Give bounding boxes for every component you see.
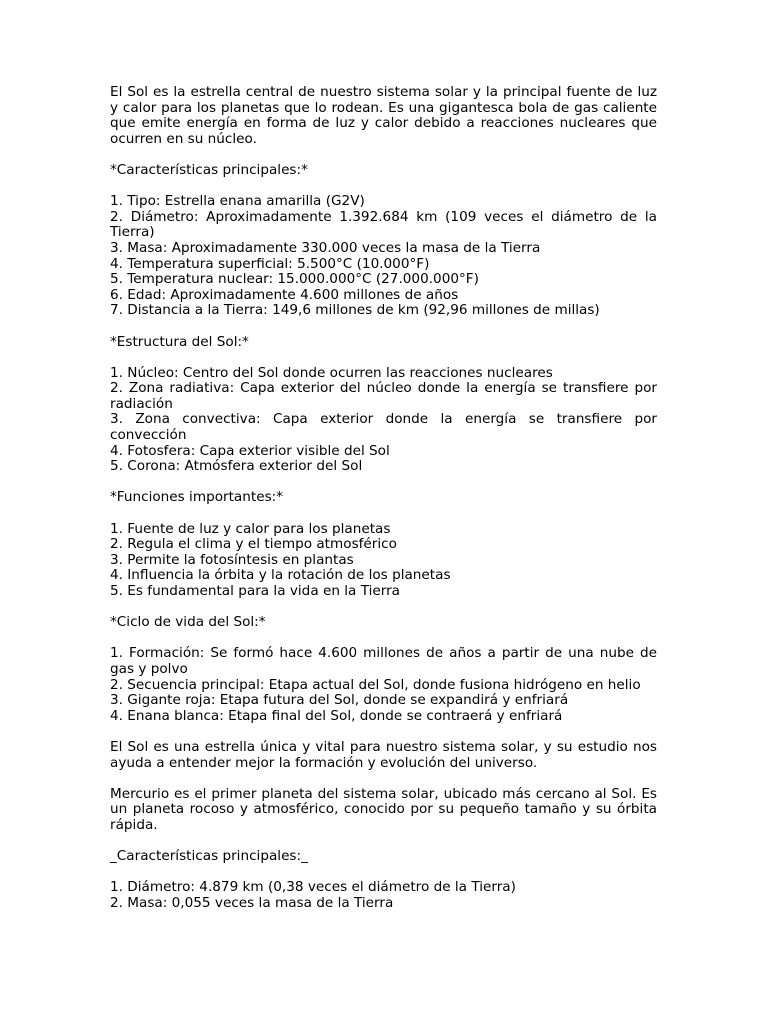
- list-item: 2. Secuencia principal: Etapa actual del Sol, donde fusiona hidrógeno en helio: [110, 676, 641, 693]
- conclusion-paragraph: El Sol es una estrella única y vital para nuestro sistema solar, y su estudio nos ayuda a entender mejor la formación y evolución del universo.: [110, 738, 657, 771]
- spacer: [110, 147, 657, 163]
- list-item: 3. Masa: Aproximadamente 330.000 veces la masa de la Tierra: [110, 239, 541, 256]
- section-heading-caracteristicas: *Características principales:*: [110, 161, 308, 178]
- list-item: 3. Permite la fotosíntesis en plantas: [110, 551, 354, 568]
- spacer: [110, 724, 657, 740]
- list-item: 4. Fotosfera: Capa exterior visible del Sol: [110, 442, 390, 459]
- mercurio-intro-paragraph: Mercurio es el primer planeta del sistema solar, ubicado más cercano al Sol. Es un planeta rocoso y atmosférico, conocido por su pequeño tamaño y su órbita rápida.: [110, 785, 657, 833]
- spacer: [110, 834, 657, 850]
- spacer: [110, 506, 657, 522]
- spacer: [110, 771, 657, 787]
- list-item: 1. Formación: Se formó hace 4.600 millones de años a partir de una nube de gas y polvo: [110, 645, 657, 677]
- list-item: 5. Corona: Atmósfera exterior del Sol: [110, 458, 363, 475]
- section-heading-estructura: *Estructura del Sol:*: [110, 333, 249, 350]
- list-item: 1. Núcleo: Centro del Sol donde ocurren las reacciones nucleares: [110, 364, 553, 381]
- section-heading-mercurio: _Características principales:_: [110, 848, 308, 865]
- intro-paragraph: El Sol es la estrella central de nuestro sistema solar y la principal fuente de luz y calor para los planetas que lo rodean. Es una gigantesca bola de gas caliente que emite energía en forma de luz y calor debido a reacciones nucleares que ocurren en su núcleo.: [110, 84, 657, 147]
- spacer: [110, 631, 657, 647]
- list-item: 1. Diámetro: 4.879 km (0,38 veces el diámetro de la Tierra): [110, 879, 516, 896]
- list-item: 5. Es fundamental para la vida en la Tierra: [110, 583, 400, 599]
- spacer: [110, 350, 657, 366]
- list-item: 4. Enana blanca: Etapa final del Sol, donde se contraerá y enfriará: [110, 707, 563, 724]
- spacer: [110, 600, 657, 616]
- list-item: 7. Distancia a la Tierra: 149,6 millones de km (92,96 millones de millas): [110, 302, 600, 319]
- document-page: [110, 85, 657, 911]
- spacer: [110, 865, 657, 881]
- list-item: 2. Masa: 0,055 veces la masa de la Tierra: [110, 894, 394, 911]
- spacer: [110, 179, 657, 195]
- list-item: 5. Temperatura nuclear: 15.000.000°C (27.000.000°F): [110, 271, 479, 288]
- list-item: 6. Edad: Aproximadamente 4.600 millones de años: [110, 286, 459, 303]
- spacer: [110, 475, 657, 491]
- list-item: 4. Influencia la órbita y la rotación de los planetas: [110, 567, 451, 584]
- spacer: [110, 319, 657, 335]
- list-item: 2. Diámetro: Aproximadamente 1.392.684 km (109 veces el diámetro de la Tierra): [110, 208, 657, 241]
- list-item: 2. Zona radiativa: Capa exterior del núcleo donde la energía se transfiere por radiación: [110, 380, 657, 412]
- list-item: 1. Tipo: Estrella enana amarilla (G2V): [110, 193, 365, 210]
- list-item: 3. Gigante roja: Etapa futura del Sol, donde se expandirá y enfriará: [110, 692, 569, 709]
- section-heading-ciclo: *Ciclo de vida del Sol:*: [110, 614, 266, 631]
- list-item: 4. Temperatura superficial: 5.500°C (10.000°F): [110, 255, 430, 272]
- list-item: 2. Regula el clima y el tiempo atmosférico: [110, 536, 397, 553]
- list-item: 1. Fuente de luz y calor para los planetas: [110, 520, 391, 537]
- list-item: 3. Zona convectiva: Capa exterior donde la energía se transfiere por convección: [110, 411, 657, 444]
- section-heading-funciones: *Funciones importantes:*: [110, 489, 284, 506]
